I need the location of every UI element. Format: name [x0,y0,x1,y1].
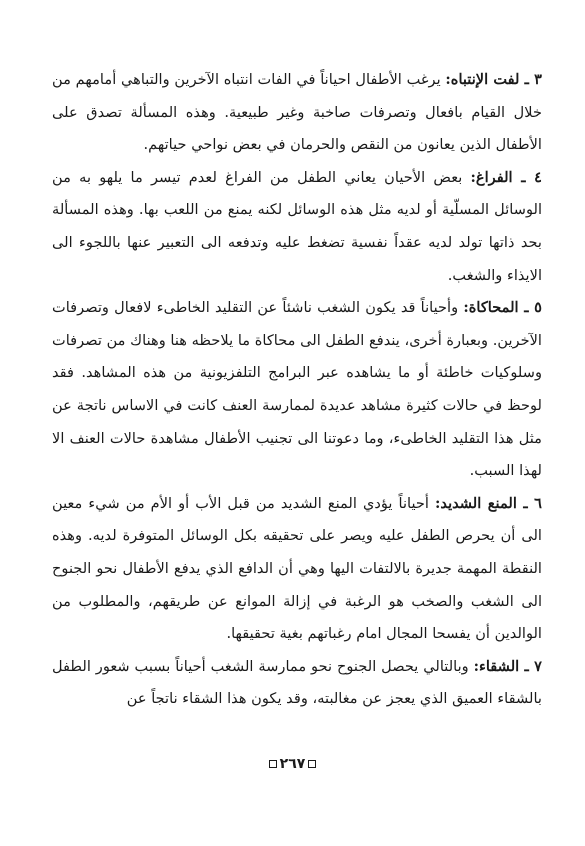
page-number-text: ٢٦٧ [279,756,306,772]
paragraph-heading: ٦ ـ المنع الشديد: [435,494,542,512]
paragraph-text: بعض الأحيان يعاني الطفل من الفراغ لعدم تيسر ما يلهو به من الوسائل المسلّية أو لديه مثل هذه الوسائل لكنه يمنع من اللعب بها. وهذه المسألة بحد ذاتها تولد لديه عقداً نفسية تضغط عليه وتدفعه الى التعبير عنها باللجوء الى الايذاء والشغب. [52,168,542,284]
paragraph-heading: ٥ ـ المحاكاة: [463,299,542,317]
square-ornament-icon [308,760,316,768]
paragraph-strict-prohibition [52,488,542,651]
page-number [0,756,585,772]
paragraph-heading: ٤ ـ الفراغ: [470,168,543,186]
paragraph-text: وأحياناً قد يكون الشغب ناشئاً عن التقليد الخاطىء لافعال وتصرفات الآخرين. وبعبارة أخرى، يندفع الطفل الى محاكاة ما يلاحظه هنا وهناك من تصرفات وسلوكيات خاطئة أو ما يشاهده عبر البرامج التلفزيونية من هذه المشاهد. فقد لوحظ في حالات كثيرة مشاهد عديدة لممارسة العنف كانت في الاساس ناتجة عن مثل هذا التقليد الخاطىء، وما دعوتنا الى تجنيب الأطفال مشاهدة حالات العنف الا لهذا السبب. [52,299,542,480]
paragraph-imitation [52,292,542,488]
paragraph-text: أحياناً يؤدي المنع الشديد من قبل الأب أو الأم من شيء معين الى أن يحرص الطفل عليه ويصر على تحقيقه بكل الوسائل المتوفرة لديه. وهذه النقطة المهمة جديرة بالالتفات اليها وهي أن الدافع الذي يدفع الأطفال نحو الجنوح الى الشغب والصخب هو الرغبة في إزالة الموانع عن طريقهم، والمطلوب من الوالدين أن يفسحا المجال امام رغباتهم بغية تحقيقها. [52,494,542,643]
square-ornament-icon [269,760,277,768]
paragraph-heading: ٧ ـ الشقاء: [473,657,542,675]
paragraph-attention [52,64,542,162]
paragraph-boredom [52,162,542,292]
page-body [52,64,542,716]
paragraph-text: يرغب الأطفال احياناً في الفات انتباه الآخرين والتباهي أمامهم من خلال القيام بافعال وتصرفات صاخبة وغير طبيعية. وهذه المسألة تصدق على الأطفال الذين يعانون من النقص والحرمان في بعض نواحي حياتهم. [52,71,542,154]
paragraph-heading: ٣ ـ لفت الإنتباه: [445,71,542,88]
paragraph-misery [52,651,542,716]
paragraph-text: وبالتالي يحصل الجنوح نحو ممارسة الشغب أحياناً بسبب شعور الطفل بالشقاء العميق الذي يعجز عن مغالبته، وقد يكون هذا الشقاء ناتجاً عن [52,657,542,708]
